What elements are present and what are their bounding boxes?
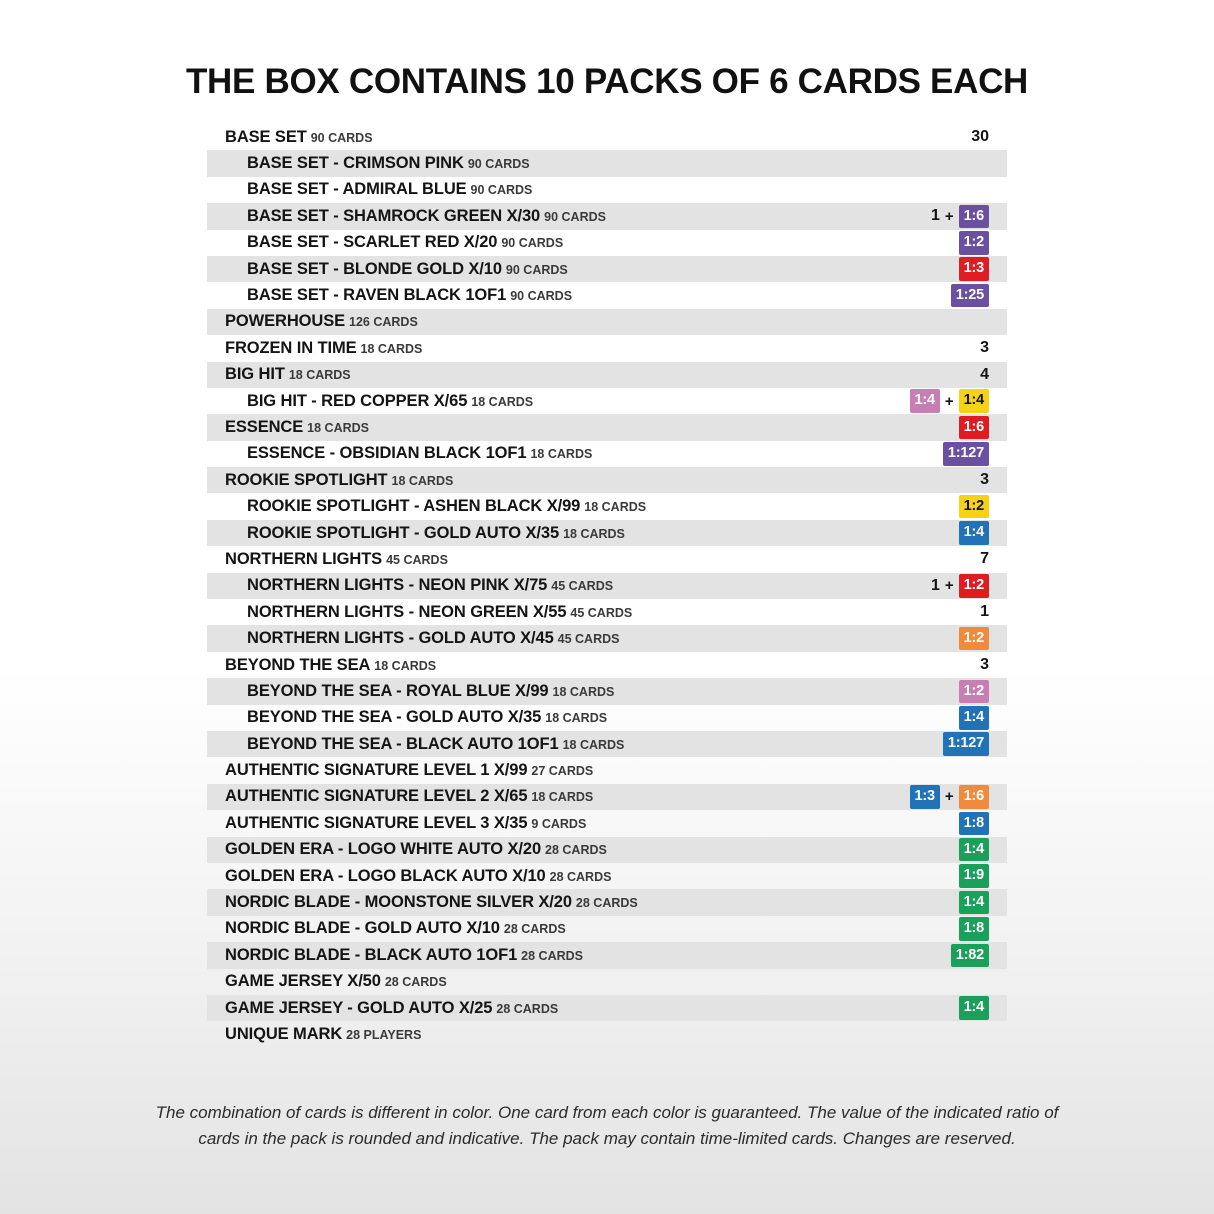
row-odds [839, 366, 1007, 384]
row-odds [839, 944, 1007, 968]
set-name: GAME JERSEY X/50 [225, 972, 381, 991]
row-odds [839, 257, 1007, 281]
row-odds [839, 603, 1007, 621]
row-odds [839, 706, 1007, 730]
table-row [207, 942, 1007, 968]
row-odds [839, 864, 1007, 888]
card-count: 18 CARDS [471, 394, 534, 409]
card-count: 45 CARDS [570, 605, 633, 620]
table-row [207, 784, 1007, 810]
set-name: BASE SET - SHAMROCK GREEN X/30 [247, 206, 541, 225]
row-label [207, 1025, 839, 1044]
row-label [207, 339, 839, 358]
set-name: BASE SET - RAVEN BLACK 1OF1 [247, 286, 507, 305]
row-label [207, 629, 839, 648]
card-count: 18 CARDS [374, 658, 437, 673]
row-odds [839, 891, 1007, 915]
odds-chip: 1:4 [910, 389, 940, 413]
card-count: 45 CARDS [386, 552, 448, 567]
row-label [207, 946, 839, 965]
card-count: 28 CARDS [549, 869, 612, 884]
table-row [207, 546, 1007, 572]
row-odds [839, 389, 1007, 413]
odds-chip: 1:8 [959, 812, 989, 836]
table-row [207, 731, 1007, 757]
odds-chip: 1:2 [959, 574, 989, 598]
table-row [207, 309, 1007, 335]
odds-number: 7 [980, 550, 989, 568]
row-label [207, 207, 839, 226]
row-odds [839, 838, 1007, 862]
set-name: AUTHENTIC SIGNATURE LEVEL 3 X/35 [225, 813, 528, 832]
table-row [207, 916, 1007, 942]
set-name: ROOKIE SPOTLIGHT [225, 470, 388, 489]
odds-number: 4 [980, 365, 989, 383]
card-count: 90 CARDS [510, 289, 573, 304]
set-name: BASE SET - SCARLET RED X/20 [247, 233, 498, 252]
row-label [207, 128, 839, 147]
odds-chip: 1:6 [959, 205, 989, 229]
row-label [207, 260, 839, 279]
set-name: BEYOND THE SEA - GOLD AUTO X/35 [247, 708, 542, 727]
card-count: 90 CARDS [310, 130, 373, 145]
set-name: BASE SET [225, 127, 307, 146]
table-row [207, 1021, 1007, 1047]
row-odds [839, 574, 1007, 598]
table-row [207, 520, 1007, 546]
row-odds [839, 996, 1007, 1020]
set-name: GOLDEN ERA - LOGO BLACK AUTO X/10 [225, 866, 546, 885]
card-count: 18 CARDS [563, 526, 625, 541]
set-name: BEYOND THE SEA - ROYAL BLUE X/99 [247, 681, 549, 700]
set-name: ROOKIE SPOTLIGHT - GOLD AUTO X/35 [247, 523, 560, 542]
odds-chip: 1:8 [959, 917, 989, 941]
row-odds [839, 656, 1007, 674]
odds-number: 3 [980, 656, 989, 673]
card-count: 90 CARDS [467, 157, 530, 172]
set-name: POWERHOUSE [225, 312, 346, 331]
table-row [207, 493, 1007, 519]
set-name: NORDIC BLADE - GOLD AUTO X/10 [225, 919, 500, 938]
row-label [207, 919, 839, 938]
table-row [207, 467, 1007, 493]
row-odds [839, 550, 1007, 568]
odds-plus-sign: + [944, 207, 954, 225]
odds-chip: 1:4 [959, 521, 989, 545]
row-odds [839, 442, 1007, 466]
table-row [207, 124, 1007, 150]
set-name: GAME JERSEY - GOLD AUTO X/25 [225, 998, 493, 1017]
odds-number: 1 [930, 576, 940, 594]
row-odds [839, 680, 1007, 704]
card-count: 45 CARDS [551, 579, 614, 594]
card-count: 18 CARDS [531, 790, 594, 805]
table-row [207, 573, 1007, 599]
row-label [207, 471, 839, 490]
row-odds [839, 521, 1007, 545]
odds-chip: 1:6 [959, 416, 989, 440]
card-count: 28 CARDS [384, 975, 447, 990]
row-odds [839, 231, 1007, 255]
set-name: ROOKIE SPOTLIGHT - ASHEN BLACK X/99 [247, 497, 581, 516]
row-label [207, 893, 839, 912]
set-name: NORTHERN LIGHTS - GOLD AUTO X/45 [247, 629, 554, 648]
footer-disclaimer: The combination of cards is different in color. One card from each color is guaranteed. The value of the indicated ratio of cards in the pack is rounded and indicative. The pack may contain time-limited cards. Changes are reserved. [155, 1103, 1059, 1148]
odds-number: 30 [971, 128, 989, 146]
row-label [207, 154, 839, 173]
row-label [207, 576, 839, 595]
row-odds [839, 732, 1007, 756]
row-odds [839, 471, 1007, 489]
table-row [207, 599, 1007, 625]
card-count: 28 CARDS [575, 896, 638, 911]
odds-chip: 1:6 [959, 785, 989, 809]
set-name: GOLDEN ERA - LOGO WHITE AUTO X/20 [225, 840, 542, 859]
card-count: 18 CARDS [307, 420, 369, 435]
card-count: 90 CARDS [505, 262, 568, 277]
row-label [207, 735, 839, 754]
set-name: ESSENCE [225, 417, 304, 436]
card-count: 28 PLAYERS [346, 1027, 422, 1042]
card-count: 126 CARDS [349, 315, 418, 330]
row-label [207, 787, 839, 806]
row-label [207, 840, 839, 859]
set-name: AUTHENTIC SIGNATURE LEVEL 2 X/65 [225, 787, 528, 806]
row-odds [839, 785, 1007, 809]
table-row [207, 256, 1007, 282]
table-row [207, 969, 1007, 995]
odds-chip: 1:127 [943, 442, 989, 466]
set-name: BIG HIT - RED COPPER X/65 [247, 391, 468, 410]
odds-chip: 1:4 [959, 891, 989, 915]
row-label [207, 233, 839, 252]
card-count: 18 CARDS [562, 737, 625, 752]
odds-number: 3 [980, 471, 989, 489]
odds-chip: 1:3 [910, 785, 940, 809]
set-name: AUTHENTIC SIGNATURE LEVEL 1 X/99 [225, 761, 528, 780]
card-count: 18 CARDS [584, 500, 647, 515]
table-row [207, 810, 1007, 836]
row-odds [839, 128, 1007, 146]
odds-plus-sign: + [944, 392, 954, 410]
odds-chip: 1:2 [959, 231, 989, 255]
set-name: NORDIC BLADE - BLACK AUTO 1OF1 [225, 945, 518, 964]
card-count: 45 CARDS [557, 632, 620, 647]
odds-chip: 1:9 [959, 864, 989, 888]
odds-number: 1 [930, 207, 940, 225]
row-label [207, 418, 839, 437]
odds-number: 3 [980, 339, 989, 357]
odds-chip: 1:2 [959, 495, 989, 519]
set-name: BIG HIT [225, 365, 285, 384]
odds-plus-sign: + [944, 577, 954, 595]
row-label [207, 392, 839, 411]
table-row [207, 889, 1007, 915]
row-odds [839, 284, 1007, 308]
table-row [207, 863, 1007, 889]
card-count: 28 CARDS [521, 948, 583, 963]
set-name: UNIQUE MARK [225, 1024, 343, 1043]
row-odds [839, 416, 1007, 440]
odds-chip: 1:25 [951, 284, 989, 308]
set-name: NORTHERN LIGHTS - NEON GREEN X/55 [247, 602, 567, 621]
row-label [207, 972, 839, 991]
table-row [207, 388, 1007, 414]
card-count: 28 CARDS [496, 1001, 559, 1016]
table-row [207, 995, 1007, 1021]
odds-chip: 1:3 [959, 257, 989, 281]
row-label [207, 180, 839, 199]
table-row [207, 335, 1007, 361]
set-name: ESSENCE - OBSIDIAN BLACK 1OF1 [247, 444, 527, 463]
table-row [207, 441, 1007, 467]
card-count: 18 CARDS [530, 447, 593, 462]
table-row [207, 282, 1007, 308]
set-name: FROZEN IN TIME [225, 338, 357, 357]
set-name: NORTHERN LIGHTS - NEON PINK X/75 [247, 576, 548, 595]
odds-table [207, 124, 1007, 1048]
table-row [207, 203, 1007, 229]
table-row [207, 652, 1007, 678]
row-label [207, 603, 839, 622]
card-count: 18 CARDS [391, 473, 454, 488]
row-label [207, 497, 839, 516]
row-odds [839, 205, 1007, 229]
table-row [207, 414, 1007, 440]
row-odds [839, 627, 1007, 651]
odds-chip: 1:4 [959, 996, 989, 1020]
table-row [207, 362, 1007, 388]
card-count: 27 CARDS [531, 764, 594, 779]
card-count: 90 CARDS [470, 183, 533, 198]
table-row [207, 757, 1007, 783]
row-label [207, 656, 839, 675]
set-name: BEYOND THE SEA - BLACK AUTO 1OF1 [247, 734, 559, 753]
set-name: BASE SET - ADMIRAL BLUE [247, 180, 467, 199]
set-name: BEYOND THE SEA [225, 655, 371, 674]
odds-chip: 1:4 [959, 389, 989, 413]
card-count: 90 CARDS [544, 209, 606, 224]
row-label [207, 867, 839, 886]
row-odds [839, 339, 1007, 357]
row-label [207, 761, 839, 780]
card-count: 90 CARDS [501, 236, 564, 251]
row-label [207, 444, 839, 463]
card-count: 18 CARDS [288, 368, 351, 383]
odds-chip: 1:2 [959, 627, 989, 651]
odds-chip: 1:82 [951, 944, 989, 968]
table-row [207, 705, 1007, 731]
card-count: 18 CARDS [552, 684, 615, 699]
odds-chip: 1:2 [959, 680, 989, 704]
row-label [207, 708, 839, 727]
row-label [207, 999, 839, 1018]
odds-chip: 1:127 [943, 732, 989, 756]
row-label [207, 524, 839, 543]
table-row [207, 837, 1007, 863]
row-label [207, 550, 839, 569]
card-count: 18 CARDS [545, 711, 608, 726]
card-count: 28 CARDS [545, 843, 607, 858]
table-row [207, 625, 1007, 651]
table-row [207, 150, 1007, 176]
table-row [207, 678, 1007, 704]
row-label [207, 682, 839, 701]
row-odds [839, 495, 1007, 519]
row-label [207, 814, 839, 833]
card-count: 9 CARDS [531, 816, 587, 831]
odds-chip: 1:4 [959, 838, 989, 862]
odds-plus-sign: + [944, 788, 954, 806]
row-label [207, 286, 839, 305]
odds-number: 1 [980, 603, 989, 621]
set-name: NORDIC BLADE - MOONSTONE SILVER X/20 [225, 893, 572, 912]
table-row [207, 230, 1007, 256]
set-name: BASE SET - BLONDE GOLD X/10 [247, 259, 502, 278]
card-count: 28 CARDS [503, 922, 566, 937]
table-row [207, 177, 1007, 203]
set-name: BASE SET - CRIMSON PINK [247, 154, 464, 173]
page-title: THE BOX CONTAINS 10 PACKS OF 6 CARDS EACH [185, 62, 1029, 101]
odds-chip: 1:4 [959, 706, 989, 730]
row-label [207, 365, 839, 384]
row-odds [839, 917, 1007, 941]
set-name: NORTHERN LIGHTS [225, 549, 383, 568]
card-count: 18 CARDS [360, 341, 423, 356]
row-label [207, 312, 839, 331]
row-odds [839, 812, 1007, 836]
